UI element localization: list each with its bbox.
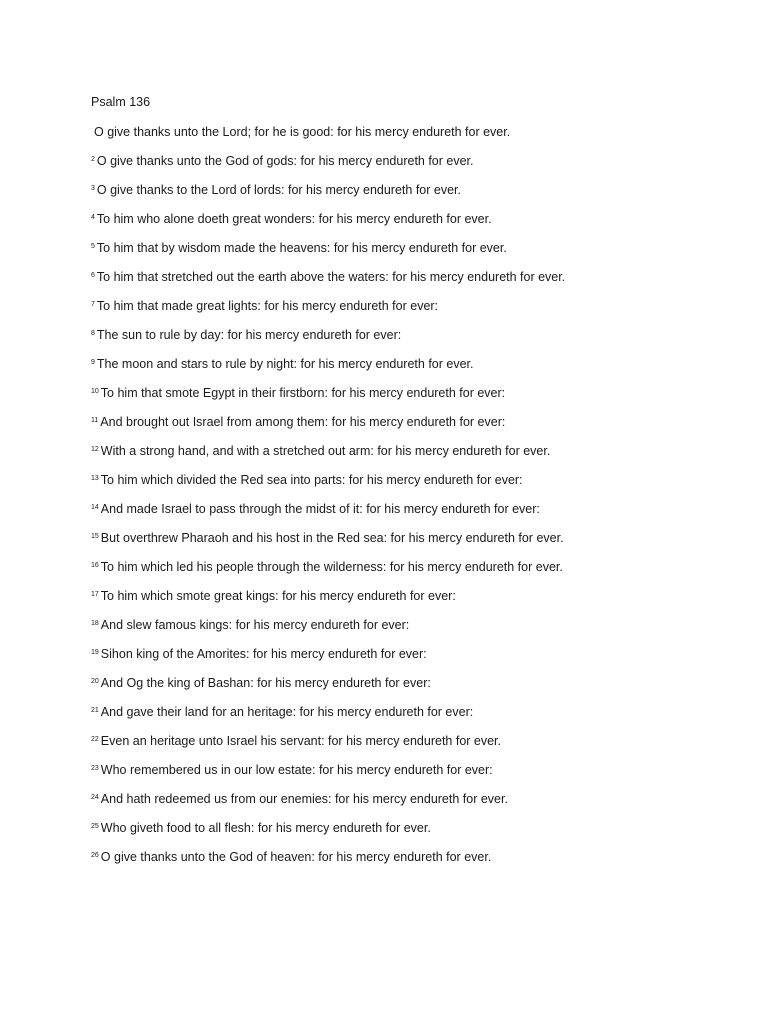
verse-line [91, 264, 751, 288]
verse-text: And made Israel to pass through the midst of it: for his mercy endureth for ever: [100, 502, 540, 516]
verse-text: To him that stretched out the earth above the waters: for his mercy endureth for ever. [96, 270, 566, 284]
verse-line [91, 380, 751, 404]
verse-text: And Og the king of Bashan: for his mercy endureth for ever: [100, 676, 431, 690]
verse-line [91, 612, 751, 636]
verse-number: 8 [91, 330, 95, 337]
verse-line [91, 844, 751, 868]
verse-list [91, 119, 751, 868]
verse-line [91, 206, 751, 230]
verse-text: Sihon king of the Amorites: for his mercy endureth for ever: [100, 647, 427, 661]
verse-number: 15 [91, 533, 99, 540]
verse-text: To him who alone doeth great wonders: for his mercy endureth for ever. [96, 212, 492, 226]
verse-number: 24 [91, 794, 99, 801]
verse-number: 25 [91, 823, 99, 830]
verse-line [91, 670, 751, 694]
verse-text: The sun to rule by day: for his mercy endureth for ever: [96, 328, 402, 342]
verse-line [91, 728, 751, 752]
verse-text: But overthrew Pharaoh and his host in the Red sea: for his mercy endureth for ever. [100, 531, 564, 545]
verse-line [91, 148, 751, 172]
verse-line [91, 322, 751, 346]
verse-line [91, 438, 751, 462]
verse-text: And brought out Israel from among them: for his mercy endureth for ever: [100, 415, 506, 429]
verse-text: To him that smote Egypt in their firstborn: for his mercy endureth for ever: [100, 386, 506, 400]
verse-line [91, 525, 751, 549]
verse-text: To him which led his people through the wilderness: for his mercy endureth for ever. [100, 560, 563, 574]
verse-number: 3 [91, 185, 95, 192]
verse-text: O give thanks unto the God of gods: for his mercy endureth for ever. [96, 154, 474, 168]
verse-line [91, 235, 751, 259]
verse-text: O give thanks unto the God of heaven: for his mercy endureth for ever. [100, 850, 492, 864]
verse-number: 16 [91, 562, 99, 569]
verse-number: 7 [91, 301, 95, 308]
verse-line [91, 177, 751, 201]
verse-number: 11 [91, 417, 99, 424]
verse-line [91, 699, 751, 723]
verse-line [91, 815, 751, 839]
verse-text: And hath redeemed us from our enemies: for his mercy endureth for ever. [100, 792, 508, 806]
verse-number: 22 [91, 736, 99, 743]
verse-number: 18 [91, 620, 99, 627]
verse-text: Who remembered us in our low estate: for his mercy endureth for ever: [100, 763, 493, 777]
verse-number: 4 [91, 214, 95, 221]
verse-number: 17 [91, 591, 99, 598]
verse-number: 26 [91, 852, 99, 859]
verse-line [91, 757, 751, 781]
verse-number: 10 [91, 388, 99, 395]
verse-text: And gave their land for an heritage: for his mercy endureth for ever: [100, 705, 474, 719]
verse-line [91, 293, 751, 317]
verse-number: 20 [91, 678, 99, 685]
verse-number: 21 [91, 707, 99, 714]
verse-number: 2 [91, 156, 95, 163]
verse-number: 6 [91, 272, 95, 279]
verse-text: To him that by wisdom made the heavens: for his mercy endureth for ever. [96, 241, 507, 255]
verse-line [91, 467, 751, 491]
verse-text: To him which divided the Red sea into parts: for his mercy endureth for ever: [100, 473, 523, 487]
verse-text: To him that made great lights: for his mercy endureth for ever: [96, 299, 439, 313]
verse-number: 14 [91, 504, 99, 511]
verse-line [91, 119, 751, 143]
verse-number: 13 [91, 475, 99, 482]
verse-line [91, 351, 751, 375]
verse-text: O give thanks unto the Lord; for he is good: for his mercy endureth for ever. [94, 125, 511, 139]
verse-line [91, 409, 751, 433]
verse-number: 12 [91, 446, 99, 453]
verse-number: 23 [91, 765, 99, 772]
verse-line [91, 641, 751, 665]
verse-line [91, 583, 751, 607]
verse-number: 19 [91, 649, 99, 656]
verse-line [91, 496, 751, 520]
verse-text: And slew famous kings: for his mercy endureth for ever: [100, 618, 410, 632]
verse-text: Even an heritage unto Israel his servant: for his mercy endureth for ever. [100, 734, 502, 748]
verse-text: With a strong hand, and with a stretched out arm: for his mercy endureth for ever. [100, 444, 551, 458]
verse-line [91, 554, 751, 578]
verse-number: 5 [91, 243, 95, 250]
verse-text: Who giveth food to all flesh: for his mercy endureth for ever. [100, 821, 431, 835]
document-title: Psalm 136 [91, 95, 151, 109]
verse-text: To him which smote great kings: for his mercy endureth for ever: [100, 589, 456, 603]
document-body [91, 90, 751, 873]
verse-text: The moon and stars to rule by night: for his mercy endureth for ever. [96, 357, 474, 371]
verse-number: 9 [91, 359, 95, 366]
verse-line [91, 786, 751, 810]
verse-text: O give thanks to the Lord of lords: for his mercy endureth for ever. [96, 183, 461, 197]
